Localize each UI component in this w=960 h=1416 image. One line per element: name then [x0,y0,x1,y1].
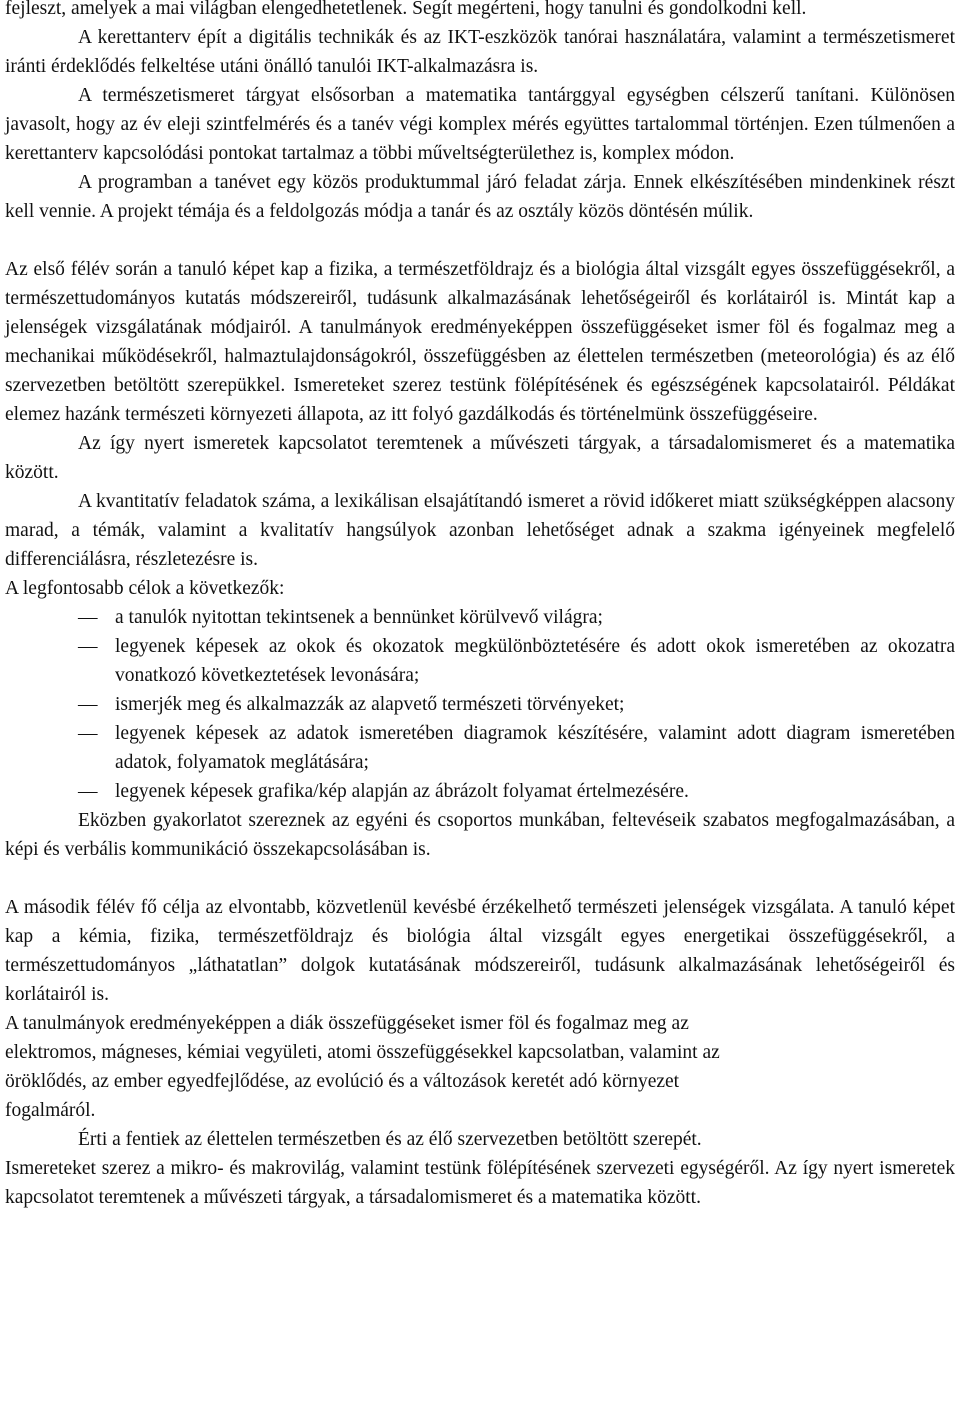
paragraph: Ismereteket szerez a mikro- és makrovilág, valamint testünk fölépítésének szervezeti egységéről. Az így nyert ismeretek kapcsolatot teremtenek a művészeti tárgyak, a társadalomismeret és a matematika között. [5,1158,955,1208]
paragraph: A természetismeret tárgyat elsősorban a matematika tantárggyal egységben célszerű tanítani. Különösen javasolt, hogy az év eleji szintfelmérés és a tanév végi komplex mérés együttes tartalommal történjen. Ezen túlmenően a kerettanterv kapcsolódási pontokat tartalmaz a többi műveltségterülethez is, komplex módon. [5,85,955,164]
goals-intro: A legfontosabb célok a következők: [5,578,285,599]
paragraph: A kvantitatív feladatok száma, a lexikálisan elsajátítandó ismeret a rövid időkeret miatt szükségképpen alacsony marad, a témák, valamint a kvalitatív hangsúlyok azonban lehetőséget adnak a szakma igényeinek megfelelő differenciálásra, részletezésre is. [5,491,955,570]
paragraph: Eközben gyakorlatot szereznek az egyéni és csoportos munkában, feltevéseik szabatos megfogalmazásában, a képi és verbális kommunikáció összekapcsolásában is. [5,810,955,860]
paragraph: Az első félév során a tanuló képet kap a fizika, a természetföldrajz és a biológia által vizsgált egyes összefüggésekről, a természettudományos kutatás módszereiről, tudásunk alkalmazásának lehetőségeiről és korlátairól is. Mintát kap a jelenségek vizsgálatának módjairól. A tanulmányok eredményeképpen összefüggéseket ismer föl és fogalmaz meg a mechanikai működésekről, halmaztulajdonságokról, összefüggésben az élettelen természetben (meteorológia) és az élő szervezetben betöltött szerepükkel. Ismereteket szerez testünk fölépítésének és egészségének kapcsolatairól. Példákat elemez hazánk természeti környezeti állapota, az itt folyó gazdálkodás és történelmünk összefüggéseire. [5,259,955,425]
paragraph-gap [5,226,955,255]
paragraph: fejleszt, amelyek a mai világban elengedhetetlenek. Segít megérteni, hogy tanulni és gondolkodni kell. [5,0,807,19]
text-line: fogalmáról. [5,1100,96,1121]
list-item-text: a tanulók nyitottan tekintsenek a bennünket körülvevő világra; [115,607,603,628]
list-item [5,777,955,806]
goals-list [5,603,955,806]
paragraph: A programban a tanévet egy közös produktummal járó feladat zárja. Ennek elkészítésében mindenkinek részt kell vennie. A projekt témája és a feldolgozás módja a tanár és az osztály közös döntésén múlik. [5,172,955,222]
list-item-text: legyenek képesek az okok és okozatok megkülönböztetésére és adott okok ismeretében az okozatra vonatkozó következtetések levonására; [115,636,955,686]
list-item [5,603,955,632]
dash-bullet-icon: ― [78,694,98,715]
list-item [5,719,955,777]
dash-bullet-icon: ― [78,636,98,657]
text-line: A tanulmányok eredményeképpen a diák összefüggéseket ismer föl és fogalmaz meg az [5,1013,689,1034]
list-item-text: legyenek képesek grafika/kép alapján az ábrázolt folyamat értelmezésére. [115,781,689,802]
text-line: öröklődés, az ember egyedfejlődése, az evolúció és a változások keretét adó környezet [5,1071,680,1092]
paragraph-ragged [5,1009,955,1125]
document-page [5,0,955,1212]
paragraph: Érti a fentiek az élettelen természetben és az élő szervezetben betöltött szerepét. [78,1129,702,1150]
dash-bullet-icon: ― [78,607,98,628]
list-item [5,690,955,719]
dash-bullet-icon: ― [78,723,98,744]
list-item-text: legyenek képesek az adatok ismeretében diagramok készítésére, valamint adott diagram ismeretében adatok, folyamatok meglátására; [115,723,955,773]
paragraph: A kerettanterv épít a digitális technikák és az IKT-eszközök tanórai használatára, valamint a természetismeret iránti érdeklődés felkeltése utáni önálló tanulói IKT-alkalmazásra is. [5,27,955,77]
dash-bullet-icon: ― [78,781,98,802]
list-item [5,632,955,690]
paragraph-gap [5,864,955,893]
text-line: elektromos, mágneses, kémiai vegyületi, atomi összefüggésekkel kapcsolatban, valamint az [5,1042,720,1063]
list-item-text: ismerjék meg és alkalmazzák az alapvető természeti törvényeket; [115,694,625,715]
paragraph: A második félév fő célja az elvontabb, közvetlenül kevésbé érzékelhető természeti jelenségek vizsgálata. A tanuló képet kap a kémia, fizika, természetföldrajz és biológia által vizsgált egyes energetikai összefüggésekről, a természettudományos „láthatatlan” dolgok kutatásának módszereiről, tudásunk alkalmazásának lehetőségeiről és korlátairól is. [5,897,955,1005]
paragraph: Az így nyert ismeretek kapcsolatot teremtenek a művészeti tárgyak, a társadalomismeret és a matematika között. [5,433,955,483]
